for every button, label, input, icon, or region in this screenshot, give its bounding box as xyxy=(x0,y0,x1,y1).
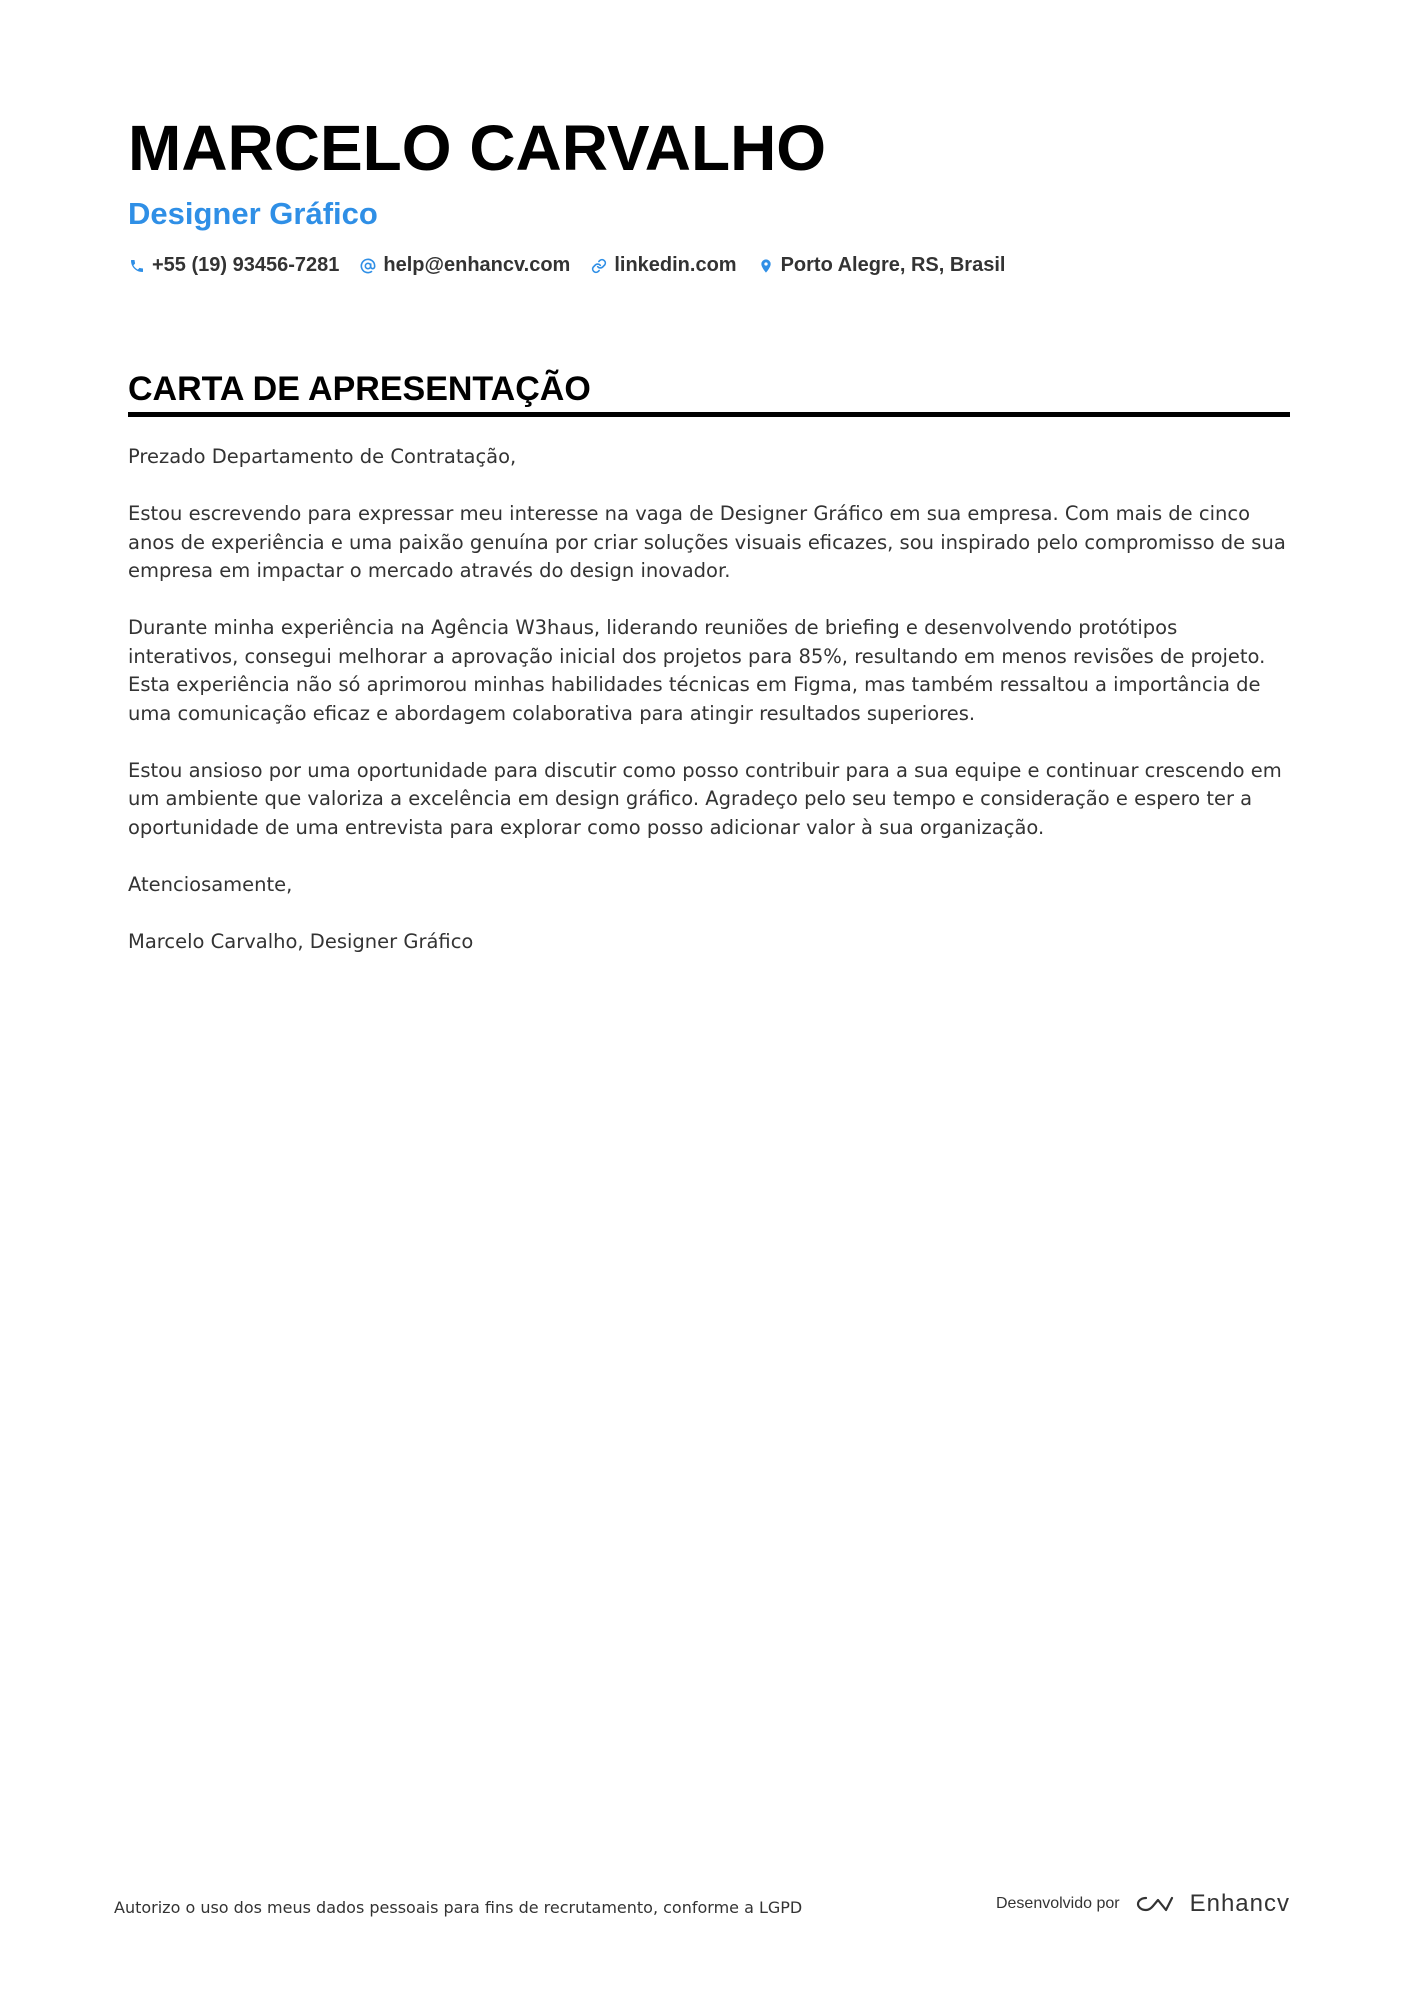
contact-location xyxy=(757,254,1006,277)
enhancv-brand: Enhancv xyxy=(1189,1890,1290,1917)
contact-location-text: Porto Alegre, RS, Brasil xyxy=(780,254,1006,276)
contact-email[interactable] xyxy=(359,254,570,277)
contact-phone-text: +55 (19) 93456-7281 xyxy=(152,254,340,276)
enhancv-logo-icon xyxy=(1132,1892,1178,1916)
section-title: CARTA DE APRESENTAÇÃO xyxy=(128,368,1290,417)
powered-by-label: Desenvolvido por xyxy=(995,1895,1120,1912)
letter-signature: Marcelo Carvalho, Designer Gráfico xyxy=(128,929,474,953)
phone-icon xyxy=(128,257,146,275)
header xyxy=(128,112,1290,277)
footer xyxy=(114,1890,1290,1930)
contact-phone xyxy=(128,254,339,277)
letter-body xyxy=(128,443,1290,956)
powered-by[interactable] xyxy=(996,1890,1290,1918)
consent-text: Autorizo o uso dos meus dados pessoais para fins de recrutamento, conforme a LGPD xyxy=(114,1898,803,1917)
candidate-role: Designer Gráfico xyxy=(128,196,378,231)
contact-email-text[interactable]: help@enhancv.com xyxy=(383,254,571,276)
cover-letter-section xyxy=(128,368,1290,985)
contact-list xyxy=(128,254,1290,277)
enhancv-logo xyxy=(1132,1890,1290,1918)
letter-closing: Atenciosamente, xyxy=(128,872,293,896)
location-pin-icon xyxy=(757,257,775,275)
candidate-name: MARCELO CARVALHO xyxy=(128,112,827,184)
letter-paragraph: Estou ansioso por uma oportunidade para discutir como posso contribuir para a sua equipe e continuar crescendo em um ambiente que valoriza a excelência em design gráfico. Agradeço pelo seu tempo e consideração e espero ter a oportunidade de uma entrevista para explorar como posso adicionar valor à sua organização. xyxy=(128,758,1282,839)
letter-greeting: Prezado Departamento de Contratação, xyxy=(128,445,517,468)
at-icon xyxy=(359,257,377,275)
letter-paragraph: Durante minha experiência na Agência W3haus, liderando reuniões de briefing e desenvolvendo protótipos interativos, consegui melhorar a aprovação inicial dos projetos para 85%, resultando em menos revisões de projeto. Esta experiência não só aprimorou minhas habilidades técnicas em Figma, mas também ressaltou a importância de uma comunicação eficaz e abordagem colaborativa para atingir resultados superiores. xyxy=(128,616,1266,725)
contact-linkedin-text[interactable]: linkedin.com xyxy=(614,254,737,276)
letter-paragraph: Estou escrevendo para expressar meu interesse na vaga de Designer Gráfico em sua empresa. Com mais de cinco anos de experiência e uma paixão genuína por criar soluções visuais eficazes, sou inspirado pelo compromisso de sua empresa em impactar o mercado através do design inovador. xyxy=(128,502,1286,582)
contact-linkedin[interactable] xyxy=(590,254,736,277)
link-icon xyxy=(590,257,608,275)
